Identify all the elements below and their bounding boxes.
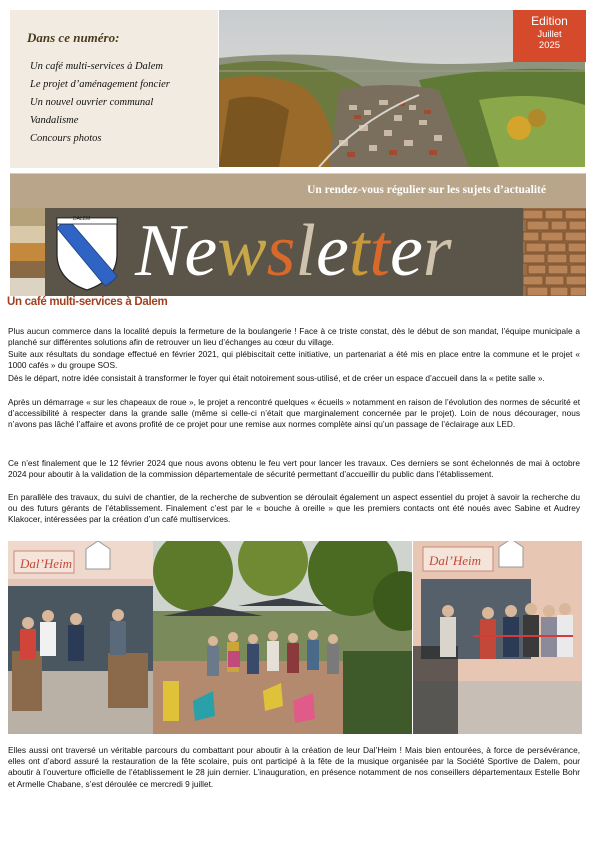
title-letter: e: [389, 210, 423, 292]
toc-item[interactable]: Le projet d’aménagement foncier: [30, 79, 170, 90]
article-paragraph: En parallèle des travaux, du suivi de chantier, de la recherche de subvention se déroulait également un aspect essentiel du projet à savoir la recherche du ou des futurs gérants de l’établissement. Finalement c’est par le « bouche à oreille » que les premiers contacts ont été noués avec Sabine et Audrey Klakocer, intéressées par la création d’un café multiservices.: [8, 492, 580, 525]
title-letter: w: [217, 210, 267, 292]
stone-wall-image: [523, 208, 586, 296]
cafe-storefront-photo: [8, 541, 153, 734]
cafe-sign-text: Dal’Heim: [20, 556, 72, 571]
article-paragraph: Elles aussi ont traversé un véritable parcours du combattant pour aboutir à la création de leur Dal’Heim ! Mais bien entourées, à force de persévérance, elles ont d’abord assuré la restauration de la fête scolaire, puis ont participé à la fête de la musique organisée par la Société Sportive de Dalem, pour aboutir à l’ouverture officielle de l’établissement le 28 juin dernier. L’inauguration, en présence notamment de nos conseillers départementaux Estelle Bohr et Armelle Chabane, s’est déroulée ce mercredi 9 juillet.: [8, 745, 580, 789]
article-paragraph: Plus aucun commerce dans la localité depuis la fermeture de la boulangerie ! Face à ce triste constat, dès le début de son mandat, l’équipe municipale a planché sur différentes solutions afin de retrouver un lieu d’échanges au cœur du village.: [8, 326, 580, 348]
title-letter: e: [184, 210, 218, 292]
toc-item[interactable]: Un café multi-services à Dalem: [30, 61, 163, 72]
article-paragraph: Ce n’est finalement que le 12 février 2024 que nous avons obtenu le feu vert pour lancer les travaux. Ces derniers se sont échelonnés de mai à octobre 2024 pour aboutir à la validation de la commission départementale de sécurité permettant d’accueillir du public dans l’établissement.: [8, 458, 580, 480]
article-paragraph: Suite aux résultats du sondage effectué en février 2021, qui plébiscitait cette initiative, un partenariat a été mis en place entre la commune et le projet « 1000 cafés » du groupe SOS.: [8, 349, 580, 371]
tagline-text: Un rendez-vous régulier sur les sujets d’actualité: [307, 184, 546, 196]
article-title: Un café multi-services à Dalem: [7, 296, 168, 308]
title-letter: r: [422, 210, 452, 292]
title-letter: t: [369, 210, 390, 292]
crest-label: DALEM: [73, 216, 91, 222]
tagline-band: [10, 173, 586, 208]
toc-panel: [10, 10, 218, 168]
title-letter: s: [266, 210, 296, 292]
toc-item[interactable]: Vandalisme: [30, 115, 79, 126]
color-swatches: [10, 208, 45, 296]
edition-label: Edition: [531, 14, 568, 28]
toc-title: Dans ce numéro:: [27, 30, 120, 45]
title-letter: t: [348, 210, 370, 292]
edition-badge: [513, 10, 586, 62]
title-letter: e: [315, 210, 349, 292]
cafe-sign-text: Dal’Heim: [429, 553, 481, 568]
title-letter: l: [295, 210, 316, 292]
newsletter-title: [135, 208, 452, 294]
article-paragraph: Dès le départ, notre idée consistait à transformer le foyer qui était notoirement sous-utilisé, et de créer un espace d’accueil dans la « petite salle ».: [8, 373, 545, 383]
toc-item[interactable]: Concours photos: [30, 133, 102, 144]
article-paragraph: Après un démarrage « sur les chapeaux de roue », le projet a rencontré quelques « écueils » notamment en raison de l’évolution des normes de sécurité et d’accessibilité à respecter dans la grande salle (même si celle-ci n’était que marginalement concernée par le projet). Loin de nous décourager, nous n’avons pas lâché l’affaire et avons profité de ce projet pour une remise aux normes complète ainsi qu’un passage de l’éclairage aux LED.: [8, 397, 580, 430]
edition-year: 2025: [538, 40, 561, 51]
dalem-crest-icon: [55, 214, 119, 292]
title-letter: N: [135, 210, 185, 292]
edition-month: Juillet: [537, 29, 562, 40]
toc-item[interactable]: Un nouvel ouvrier communal: [30, 97, 154, 108]
terrace-crowd-photo: [153, 541, 412, 734]
ribbon-cutting-photo: [413, 541, 582, 734]
